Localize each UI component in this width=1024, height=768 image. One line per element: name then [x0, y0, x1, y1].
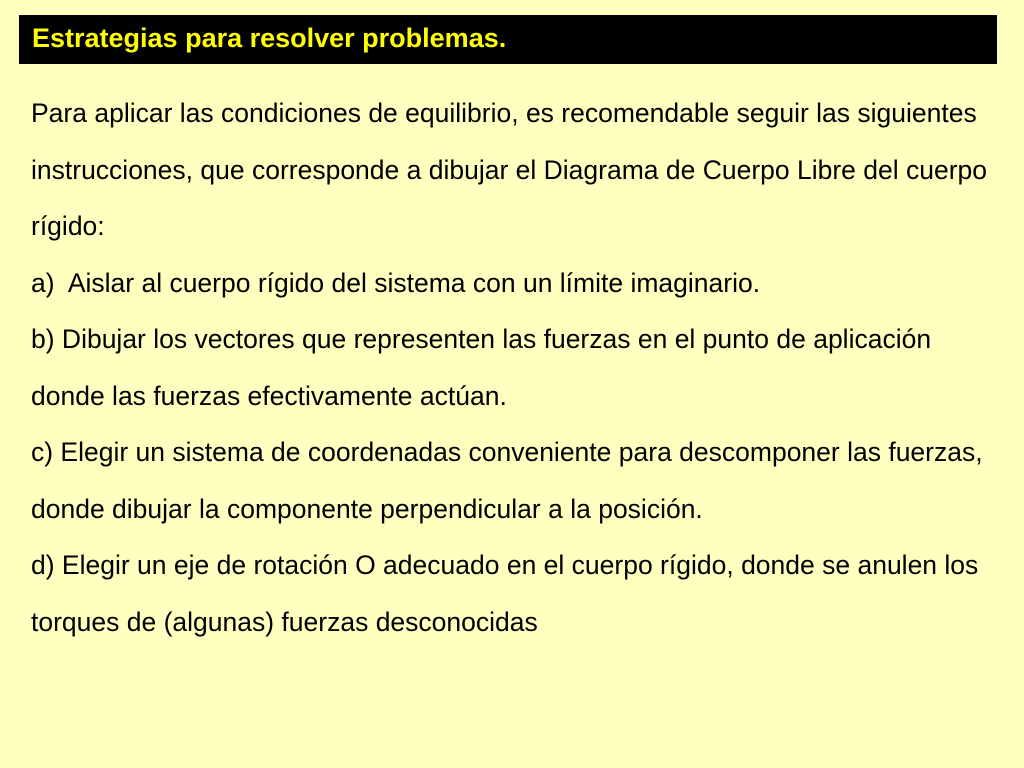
step-b: b) Dibujar los vectores que representen las fuerzas en el punto de aplicación donde las fuerzas efectivamente actúan. [31, 324, 932, 411]
step-a: a) Aislar al cuerpo rígido del sistema con un límite imaginario. [31, 267, 761, 298]
slide-body [31, 85, 1001, 650]
intro-paragraph: Para aplicar las condiciones de equilibrio, es recomendable seguir las siguientes instrucciones, que corresponde a dibujar el Diagrama de Cuerpo Libre del cuerpo rígido: [31, 98, 995, 241]
slide-title: Estrategias para resolver problemas. [32, 23, 507, 53]
title-bar [19, 15, 997, 64]
step-d: d) Elegir un eje de rotación O adecuado en el cuerpo rígido, donde se anulen los torques de (algunas) fuerzas desconocidas [31, 550, 979, 637]
step-c: c) Elegir un sistema de coordenadas conveniente para descomponer las fuerzas, donde dibujar la componente perpendicular a la posición. [31, 437, 983, 524]
